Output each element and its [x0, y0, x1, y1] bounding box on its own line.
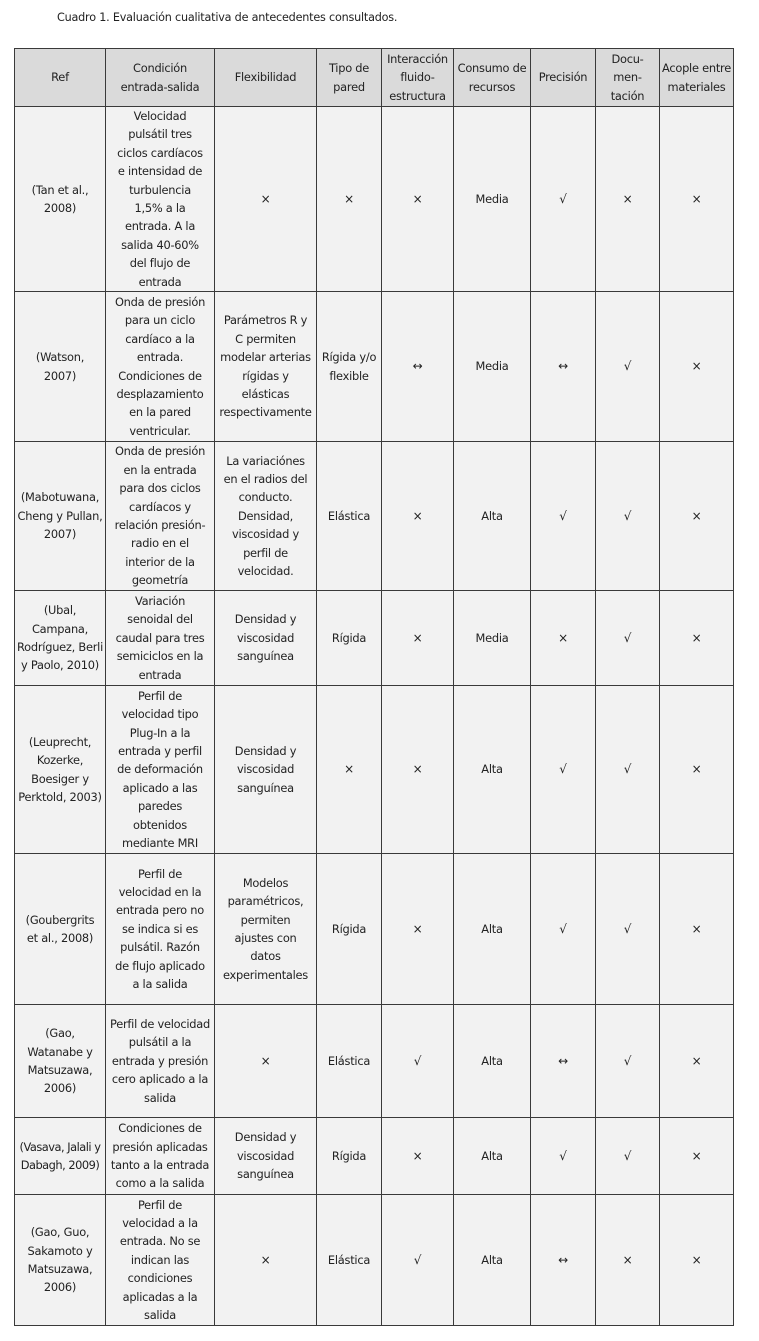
cell-consumo: Media	[454, 591, 531, 686]
cell-ref: (Gao, Watanabe y Matsuzawa, 2006)	[15, 1005, 106, 1118]
cell-documentacion: √	[596, 1118, 660, 1195]
header-consumo: Consumo de recursos	[454, 49, 531, 107]
cell-condicion: Onda de presión en la entrada para dos ciclos cardíacos y relación presión-radio en el interior de la geometría	[106, 442, 215, 591]
cell-precision: ↔	[531, 1195, 596, 1326]
cell-ref: (Tan et al., 2008)	[15, 107, 106, 292]
cell-acople: ×	[660, 107, 734, 292]
cell-condicion: Condiciones de presión aplicadas tanto a la entrada como a la salida	[106, 1118, 215, 1195]
table-row	[15, 1005, 734, 1118]
header-ref: Ref	[15, 49, 106, 107]
cell-precision: ↔	[531, 1005, 596, 1118]
cell-acople: ×	[660, 686, 734, 854]
cell-tipo-pared: Rígida	[317, 1118, 382, 1195]
cell-consumo: Alta	[454, 686, 531, 854]
cell-flexibilidad: ×	[215, 1005, 317, 1118]
cell-flexibilidad: La variaciónes en el radios del conducto. Densidad, viscosidad y perfil de velocidad.	[215, 442, 317, 591]
cell-condicion: Perfil de velocidad tipo Plug-In a la entrada y perfil de deformación aplicado a las paredes obtenidos mediante MRI	[106, 686, 215, 854]
cell-tipo-pared: Elástica	[317, 1005, 382, 1118]
cell-acople: ×	[660, 1005, 734, 1118]
cell-ref: (Gao, Guo, Sakamoto y Matsuzawa, 2006)	[15, 1195, 106, 1326]
cell-acople: ×	[660, 591, 734, 686]
cell-precision: ×	[531, 591, 596, 686]
cell-interaccion: √	[382, 1195, 454, 1326]
cell-consumo: Alta	[454, 1195, 531, 1326]
table-row	[15, 1195, 734, 1326]
cell-condicion: Perfil de velocidad en la entrada pero no se indica si es pulsátil. Razón de flujo aplicado a la salida	[106, 854, 215, 1005]
cell-condicion: Velocidad pulsátil tres ciclos cardíacos e intensidad de turbulencia 1,5% a la entrada. A la salida 40-60% del flujo de entrada	[106, 107, 215, 292]
cell-documentacion: √	[596, 442, 660, 591]
cell-documentacion: √	[596, 292, 660, 442]
cell-documentacion: √	[596, 686, 660, 854]
header-flexibilidad: Flexibilidad	[215, 49, 317, 107]
cell-precision: √	[531, 107, 596, 292]
cell-precision: ↔	[531, 292, 596, 442]
cell-tipo-pared: ×	[317, 686, 382, 854]
header-condicion: Condición entrada-salida	[106, 49, 215, 107]
cell-tipo-pared: Elástica	[317, 442, 382, 591]
cell-documentacion: √	[596, 1005, 660, 1118]
cell-interaccion: ×	[382, 686, 454, 854]
cell-acople: ×	[660, 442, 734, 591]
cell-consumo: Alta	[454, 1005, 531, 1118]
table-caption: Cuadro 1. Evaluación cualitativa de antecedentes consultados.	[57, 11, 398, 24]
header-row	[15, 49, 734, 107]
cell-interaccion: ×	[382, 854, 454, 1005]
cell-acople: ×	[660, 854, 734, 1005]
cell-precision: √	[531, 1118, 596, 1195]
cell-condicion: Onda de presión para un ciclo cardíaco a la entrada. Condiciones de desplazamiento en la pared ventricular.	[106, 292, 215, 442]
cell-tipo-pared: Rígida	[317, 591, 382, 686]
cell-precision: √	[531, 442, 596, 591]
cell-consumo: Media	[454, 292, 531, 442]
cell-interaccion: √	[382, 1005, 454, 1118]
cell-flexibilidad: Densidad y viscosidad sanguínea	[215, 1118, 317, 1195]
cell-ref: (Goubergrits et al., 2008)	[15, 854, 106, 1005]
cell-precision: √	[531, 854, 596, 1005]
cell-documentacion: √	[596, 591, 660, 686]
cell-ref: (Watson, 2007)	[15, 292, 106, 442]
header-acople: Acople entre materiales	[660, 49, 734, 107]
table-row	[15, 1118, 734, 1195]
cell-interaccion: ×	[382, 442, 454, 591]
table-row	[15, 107, 734, 292]
table-row	[15, 442, 734, 591]
cell-consumo: Alta	[454, 1118, 531, 1195]
cell-interaccion: ×	[382, 591, 454, 686]
header-tipo-pared: Tipo de pared	[317, 49, 382, 107]
cell-ref: (Mabotuwana, Cheng y Pullan, 2007)	[15, 442, 106, 591]
cell-tipo-pared: Rígida	[317, 854, 382, 1005]
cell-ref: (Leuprecht, Kozerke, Boesiger y Perktold, 2003)	[15, 686, 106, 854]
cell-consumo: Alta	[454, 442, 531, 591]
cell-acople: ×	[660, 1195, 734, 1326]
header-precision: Precisión	[531, 49, 596, 107]
cell-flexibilidad: ×	[215, 107, 317, 292]
cell-flexibilidad: Parámetros R y C permiten modelar arterias rígidas y elásticas respectivamente	[215, 292, 317, 442]
cell-flexibilidad: Modelos paramétricos, permiten ajustes con datos experimentales	[215, 854, 317, 1005]
cell-interaccion: ×	[382, 107, 454, 292]
cell-condicion: Perfil de velocidad a la entrada. No se indican las condiciones aplicadas a la salida	[106, 1195, 215, 1326]
cell-consumo: Media	[454, 107, 531, 292]
header-documentacion: Docu-men-tación	[596, 49, 660, 107]
cell-tipo-pared: Rígida y/o flexible	[317, 292, 382, 442]
table-row	[15, 854, 734, 1005]
table-row	[15, 591, 734, 686]
cell-acople: ×	[660, 292, 734, 442]
cell-condicion: Variación senoidal del caudal para tres semiciclos en la entrada	[106, 591, 215, 686]
cell-condicion: Perfil de velocidad pulsátil a la entrada y presión cero aplicado a la salida	[106, 1005, 215, 1118]
cell-consumo: Alta	[454, 854, 531, 1005]
evaluation-table	[14, 48, 734, 1326]
cell-precision: √	[531, 686, 596, 854]
table-row	[15, 292, 734, 442]
cell-tipo-pared: ×	[317, 107, 382, 292]
cell-flexibilidad: Densidad y viscosidad sanguínea	[215, 591, 317, 686]
cell-interaccion: ↔	[382, 292, 454, 442]
cell-interaccion: ×	[382, 1118, 454, 1195]
cell-tipo-pared: Elástica	[317, 1195, 382, 1326]
cell-documentacion: √	[596, 854, 660, 1005]
cell-ref: (Ubal, Campana, Rodríguez, Berli y Paolo, 2010)	[15, 591, 106, 686]
cell-flexibilidad: Densidad y viscosidad sanguínea	[215, 686, 317, 854]
cell-documentacion: ×	[596, 1195, 660, 1326]
cell-acople: ×	[660, 1118, 734, 1195]
cell-documentacion: ×	[596, 107, 660, 292]
header-interaccion: Interacción fluido-estructura	[382, 49, 454, 107]
cell-ref: (Vasava, Jalali y Dabagh, 2009)	[15, 1118, 106, 1195]
table-row	[15, 686, 734, 854]
cell-flexibilidad: ×	[215, 1195, 317, 1326]
